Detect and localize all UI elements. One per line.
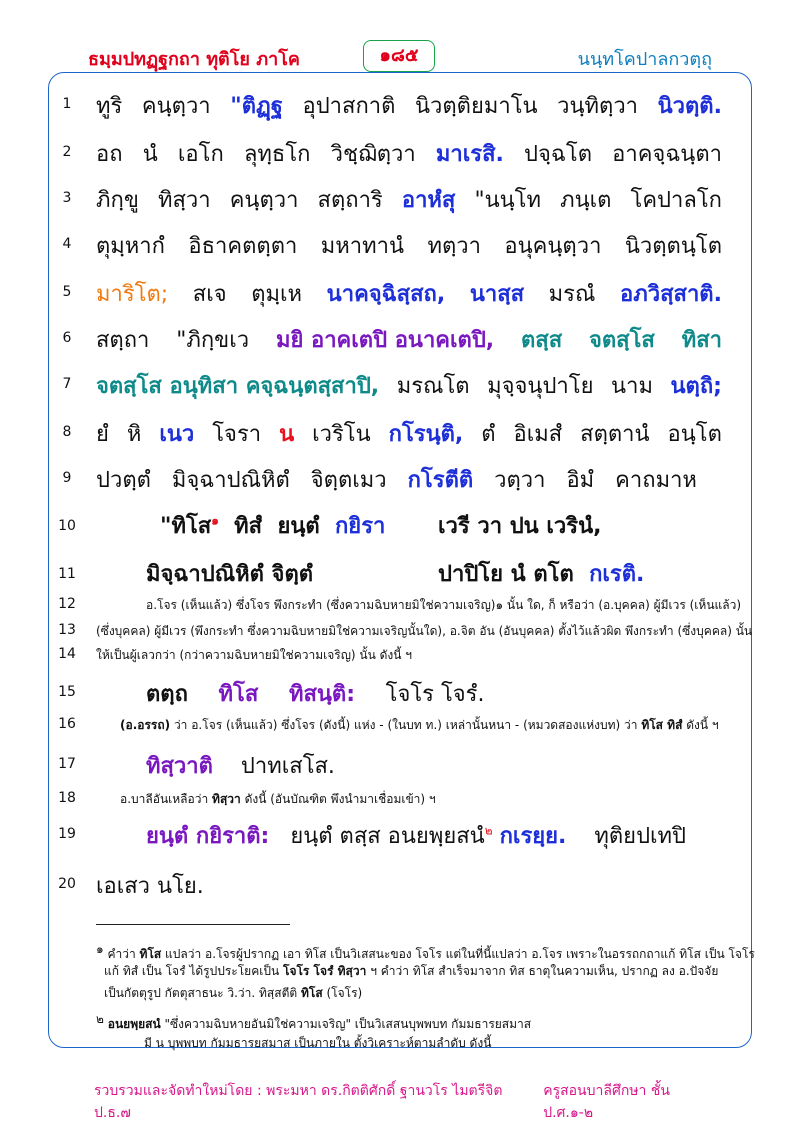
phrase: เป็นกัตตุรูป กัตตุสาธนะ วิ.ว่า. ทิสฺสตีติ bbox=[104, 986, 298, 1000]
line-number: 20 bbox=[58, 876, 76, 892]
footnote-rule bbox=[96, 924, 290, 925]
text-line-7 bbox=[96, 368, 722, 403]
word: "ติฏฺฐ bbox=[230, 94, 283, 119]
word: กโรนฺติ, bbox=[388, 422, 464, 447]
word: ทิสา bbox=[681, 328, 722, 353]
word: สตฺถา bbox=[96, 328, 150, 353]
text-line-19 bbox=[146, 818, 686, 853]
word: นาสฺส bbox=[469, 282, 525, 307]
phrase: ทิโส ทิสํ bbox=[641, 718, 683, 732]
phrase: (อ.อรรถ) bbox=[120, 718, 171, 732]
text-line-4 bbox=[96, 228, 722, 263]
line-number: 18 bbox=[58, 790, 76, 806]
text-line-3 bbox=[96, 182, 722, 217]
word: สตฺตานํ bbox=[580, 422, 650, 447]
word: ยํ bbox=[96, 422, 109, 447]
word: หิ bbox=[126, 422, 142, 447]
translation-line-18 bbox=[120, 790, 436, 809]
word: อนุคนฺตฺวา bbox=[504, 234, 602, 259]
footnote-mark: ๑ bbox=[211, 513, 219, 528]
footnote-mark: ๒ bbox=[484, 823, 493, 838]
line-number: 2 bbox=[62, 144, 72, 160]
line-number: 8 bbox=[62, 424, 72, 440]
word: ยนฺตํ กยิราติ: bbox=[146, 824, 270, 849]
word: นิวตฺตนฺโต bbox=[624, 234, 722, 259]
line-number: 13 bbox=[58, 622, 76, 638]
translation-line: อ.โจร (เห็นแล้ว) ซึ่งโจร พึงกระทำ (ซึ่งความฉิบหายมิใช่ความเจริญ)๑ นั้น ใด, ก็ หรือว่า (อ.บุคคล) ผู้มีเวร (เห็นแล้ว) bbox=[146, 598, 742, 612]
word: จิตฺตเมว bbox=[310, 468, 387, 493]
phrase: ทิโส bbox=[300, 986, 323, 1000]
phrase: "ซึ่งความฉิบหายอันมิใช่ความเจริญ" เป็นวิเสสนบุพพบท กัมมธารยสมาส bbox=[164, 1017, 532, 1031]
word: นาคจฺฉิสฺสถ, bbox=[326, 282, 446, 307]
word: ตตฺถ bbox=[146, 682, 188, 707]
word: กเรยฺย. bbox=[499, 824, 567, 849]
word: ตุมฺเห bbox=[251, 282, 303, 307]
word: ตุมฺหากํ bbox=[96, 234, 165, 259]
line-number: 9 bbox=[62, 470, 72, 486]
verse-word: ปาปิโย นํ ตโต bbox=[438, 562, 574, 587]
word: อิธาคตตฺตา bbox=[188, 234, 298, 259]
footnote-1 bbox=[96, 940, 755, 964]
text-line-20: เอเสว นโย. bbox=[96, 874, 204, 899]
header-left-title: ธมฺมปทฏฺฐกถา ทุติโย ภาโค bbox=[88, 49, 300, 70]
translation-line-16 bbox=[120, 716, 719, 735]
footnote-1-cont bbox=[104, 984, 362, 1003]
line-number: 11 bbox=[58, 566, 76, 582]
word: นตฺถิ; bbox=[670, 374, 722, 399]
phrase: แปลว่า อ.โจรผู้ปรากฏ เอา ทิโส เป็นวิเสสนะของ โจโร แต่ในที่นี้แปลว่า อ.โจร เพราะในอรรถกถาแก้ ทิโส เป็น โจโร bbox=[165, 947, 755, 961]
word: จตสฺโส bbox=[589, 328, 655, 353]
word: อภวิสฺสาติ. bbox=[620, 282, 722, 307]
header-right-title: นนฺทโคปาลกวตฺถุ bbox=[577, 49, 712, 70]
word: เอโก bbox=[177, 142, 224, 167]
word: ทุติยปเทปิ bbox=[594, 824, 687, 849]
phrase: แก้ ทิสํ เป็น โจรํ ได้รูปประโยคเป็น bbox=[104, 964, 280, 978]
phrase: ดังนี้ (อันบัณฑิต พึงนำมาเชื่อมเข้า) ฯ bbox=[244, 792, 436, 806]
word: "นนฺโท bbox=[474, 188, 541, 213]
page-number-box: ๑๘๕ bbox=[363, 40, 435, 72]
word: อาหํสุ bbox=[401, 188, 456, 213]
line-number: 12 bbox=[58, 596, 76, 612]
word: ยนฺตํ ตสฺส อนยพฺยสนํ bbox=[290, 824, 485, 849]
phrase: ว่า อ.โจร (เห็นแล้ว) ซึ่งโจร (ดังนี้) แห่ง - (ในบท ท.) เหล่านั้นหนา - (หมวดสองแห่งบท) ว่า bbox=[173, 718, 638, 732]
line-number: 7 bbox=[62, 376, 72, 392]
text-line-17 bbox=[146, 748, 335, 783]
word: ลุทฺธโก bbox=[243, 142, 311, 167]
word: น bbox=[279, 422, 295, 447]
line-number: 17 bbox=[58, 756, 76, 772]
word: กโรตีติ bbox=[407, 468, 474, 493]
line-number: 1 bbox=[62, 96, 72, 112]
word: มยิ อาคเตปิ อนาคเตปิ, bbox=[275, 328, 495, 353]
footnote-mark: ๑ bbox=[96, 942, 104, 956]
word: ปวตฺตํ bbox=[96, 468, 151, 493]
text-line-8 bbox=[96, 416, 722, 451]
phrase: ทิสฺวา bbox=[212, 792, 241, 806]
phrase: อ.บาลีอันเหลือว่า bbox=[120, 792, 209, 806]
word: มหาทานํ bbox=[320, 234, 405, 259]
word: ตํ bbox=[481, 422, 496, 447]
word: นิวตฺติ. bbox=[657, 94, 722, 119]
word: ทตฺวา bbox=[427, 234, 481, 259]
word: มาริโต; bbox=[96, 282, 169, 307]
phrase: ดังนี้ ฯ bbox=[686, 718, 719, 732]
line-number: 10 bbox=[58, 518, 76, 534]
footer-course: ครูสอนบาลีศึกษา ชั้น ป.ศ.๑-๒ bbox=[543, 1083, 670, 1121]
translation-line: ให้เป็นผู้เลวกว่า (กว่าความฉิบหายมิใช่ความเจริญ) นั้น ดังนี้ ฯ bbox=[96, 648, 413, 662]
word: "ภิกฺขเว bbox=[176, 328, 250, 353]
word: ทิสฺวาติ bbox=[146, 754, 213, 779]
footnote-2-cont: มี น บุพพบท กัมมธารยสมาส เป็นภายใน ตั้งวิเคราะห์ตามลำดับ ดังนี้ bbox=[144, 1036, 492, 1050]
text-line-5 bbox=[96, 276, 722, 311]
phrase: โจโร โจรํ ทิสฺวา bbox=[283, 964, 367, 978]
text-line-6 bbox=[96, 322, 722, 357]
line-number: 6 bbox=[62, 330, 72, 346]
footnote-mark: ๒ bbox=[96, 1012, 104, 1026]
verse-word: กเรติ. bbox=[589, 562, 645, 587]
word: อนฺโต bbox=[667, 422, 722, 447]
text-line-1 bbox=[96, 88, 722, 123]
word: มาเรสิ. bbox=[435, 142, 504, 167]
line-number: 19 bbox=[58, 826, 76, 842]
word: มิจฺฉาปณิหิตํ bbox=[171, 468, 290, 493]
word: โจโร โจรํ. bbox=[385, 682, 485, 707]
text-line-15 bbox=[146, 676, 485, 711]
line-number: 5 bbox=[62, 284, 72, 300]
word: ทิสนฺติ: bbox=[288, 682, 355, 707]
line-number: 16 bbox=[58, 716, 76, 732]
text-line-2 bbox=[96, 136, 722, 171]
verse-line-2-left: มิจฺฉาปณิหิตํ จิตฺตํ bbox=[146, 562, 314, 587]
phrase: อนยพฺยสนํ bbox=[107, 1017, 161, 1031]
phrase: ทิโส bbox=[139, 947, 162, 961]
verse-word: ทิสํ bbox=[234, 514, 263, 539]
word: ทิสฺวา bbox=[157, 188, 211, 213]
page-footer bbox=[94, 1080, 724, 1124]
word: คาถมาห bbox=[615, 468, 697, 493]
line-number: 15 bbox=[58, 684, 76, 700]
verse-line-2-right bbox=[438, 556, 644, 591]
verse-word: "ทิโส bbox=[160, 514, 212, 539]
verse-line-1-right: เวรี วา ปน เวรินํ, bbox=[438, 514, 602, 539]
word: อาคจฺฉนฺตา bbox=[612, 142, 722, 167]
word: นิวตฺติยมาโน bbox=[414, 94, 538, 119]
word: เนว bbox=[159, 422, 195, 447]
word: ทูริ bbox=[96, 94, 123, 119]
word: มุจฺจนุปาโย bbox=[487, 374, 594, 399]
word: อิเมสํ bbox=[513, 422, 563, 447]
word: ปจฺฉโต bbox=[524, 142, 592, 167]
word: วตฺวา bbox=[494, 468, 546, 493]
word: วนฺทิตฺวา bbox=[557, 94, 639, 119]
footer-author: รวบรวมและจัดทำใหม่โดย : พระมหา ดร.กิตติศักดิ์ ฐานวโร ไมตรีจิต ป.ธ.๗ bbox=[94, 1083, 503, 1121]
line-number: 14 bbox=[58, 646, 76, 662]
word: คนฺตฺวา bbox=[229, 188, 299, 213]
word: อุปาสกาติ bbox=[302, 94, 396, 119]
word: อิมํ bbox=[566, 468, 595, 493]
word: นํ bbox=[142, 142, 158, 167]
phrase: (โจโร) bbox=[326, 986, 363, 1000]
word: ตสฺส bbox=[521, 328, 563, 353]
word: มรณโต bbox=[396, 374, 470, 399]
word: ภิกฺขู bbox=[96, 188, 139, 213]
word: ภนฺเต bbox=[560, 188, 612, 213]
line-number: 3 bbox=[62, 190, 72, 206]
word: ปาทเสโส. bbox=[240, 754, 335, 779]
word: คนฺตฺวา bbox=[141, 94, 211, 119]
word: วิชฺฌิตฺวา bbox=[330, 142, 416, 167]
word: เวริโน bbox=[312, 422, 371, 447]
word: โคปาลโก bbox=[630, 188, 722, 213]
word: มรณํ bbox=[548, 282, 596, 307]
word: สเจ bbox=[192, 282, 227, 307]
word: จตสฺโส อนุทิสา คจฺฉนฺตสฺสาปิ, bbox=[96, 374, 380, 399]
word: สตฺถาริ bbox=[317, 188, 383, 213]
word: นาม bbox=[611, 374, 653, 399]
verse-word: ยนฺตํ bbox=[277, 514, 320, 539]
text-line-9 bbox=[96, 462, 697, 497]
phrase: คำว่า bbox=[107, 947, 136, 961]
verse-word: กยิรา bbox=[334, 514, 386, 539]
line-number: 4 bbox=[62, 236, 72, 252]
word: อถ bbox=[96, 142, 123, 167]
word: โจรา bbox=[212, 422, 262, 447]
footnote-2 bbox=[96, 1010, 531, 1034]
verse-line-1-left bbox=[160, 508, 385, 543]
phrase: ฯ คำว่า ทิโส สำเร็จมาจาก ทิส ธาตุในความเห็น, ปรากฏ ลง อ.ปัจจัย bbox=[370, 964, 719, 978]
footnote-1-cont bbox=[104, 962, 718, 981]
translation-line: (ซึ่งบุคคล) ผู้มีเวร (พึงกระทำ ซึ่งความฉิบหายมิใช่ความเจริญนั้นใด), อ.จิต อัน (อันบุคคล) ตั้งไว้แล้วผิด พึงกระทำ (ซึ่งบุคคล) นั้น bbox=[96, 624, 753, 638]
word: ทิโส bbox=[218, 682, 259, 707]
